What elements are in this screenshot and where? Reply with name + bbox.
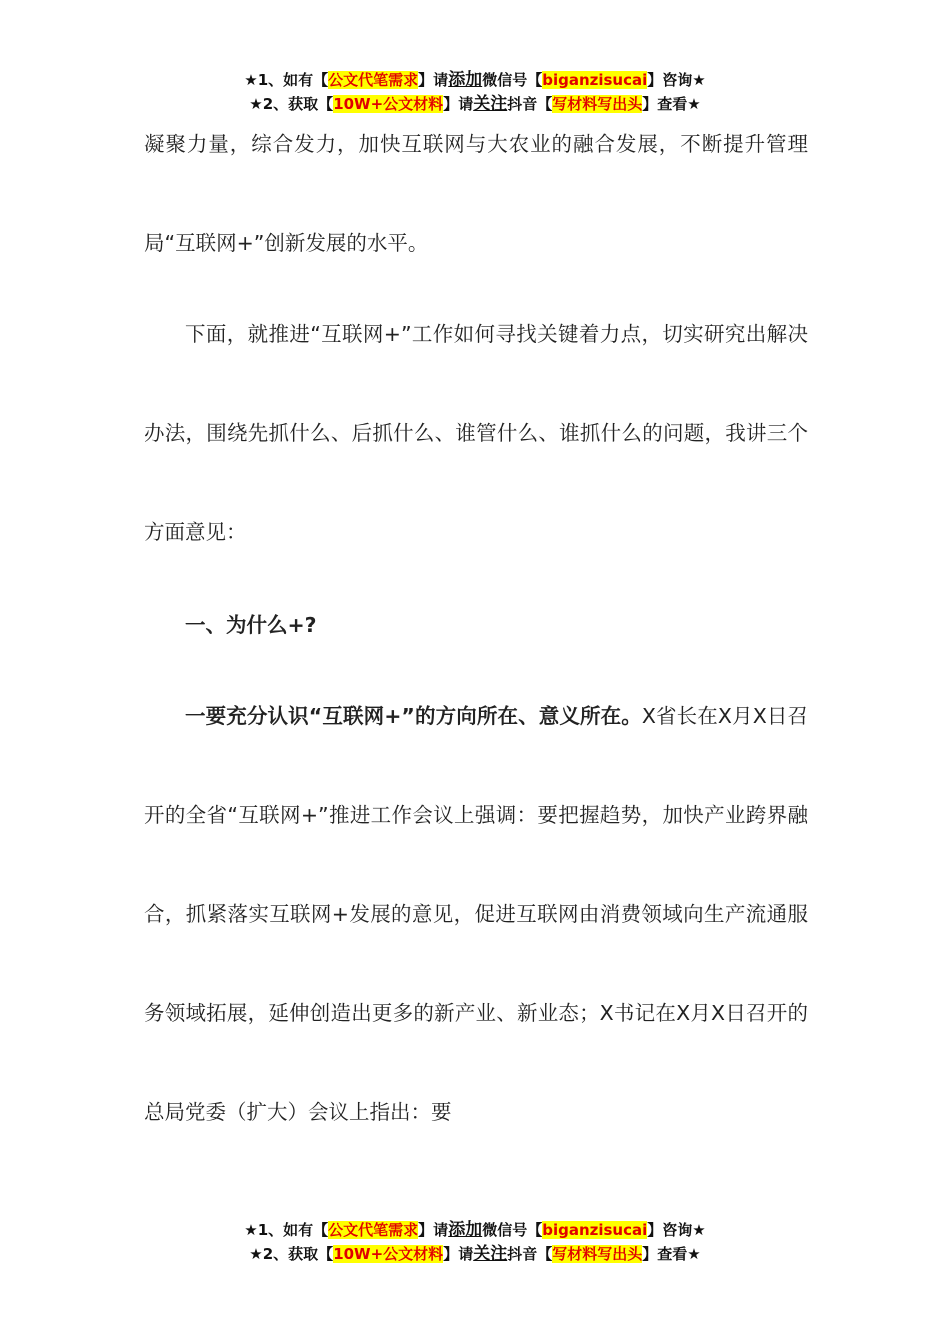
notice-text: 微信号【 <box>482 1221 543 1239</box>
notice-text: 】查看★ <box>642 1245 701 1263</box>
notice-text: 微信号【 <box>482 71 543 89</box>
footer-notice <box>0 1218 950 1266</box>
notice-emphasis: 添加 <box>448 1220 483 1240</box>
notice-text: 】咨询★ <box>647 1221 706 1239</box>
notice-highlight: 公文代笔需求 <box>328 71 419 89</box>
footer-notice-line-1 <box>0 1218 950 1242</box>
notice-highlight: 公文代笔需求 <box>328 1221 419 1239</box>
paragraph-2: 下面，就推进“互联网+”工作如何寻找关键着力点，切实研究出解决办法，围绕先抓什么、后抓什么、谁管什么、谁抓什么的问题，我讲三个方面意见： <box>144 322 808 544</box>
paragraph-1: 凝聚力量，综合发力，加快互联网与大农业的融合发展，不断提升管理局“互联网+”创新发展的水平。 <box>144 132 808 255</box>
paragraph-3-body: X省长在X月X日召开的全省“互联网+”推进工作会议上强调：要把握趋势，加快产业跨界融合，抓紧落实互联网+发展的意见，促进互联网由消费领域向生产流通服务领域拓展，延伸创造出更多的新产业、新业态；X书记在X月X日召开的总局党委（扩大）会议上指出：要 <box>144 704 809 1124</box>
notice-highlight: 10W+公文材料 <box>333 95 444 113</box>
header-notice-line-1 <box>0 68 950 92</box>
notice-text: 抖音【 <box>507 1245 553 1263</box>
paragraph-3 <box>144 667 808 1162</box>
notice-emphasis: 关注 <box>473 94 508 114</box>
notice-highlight: 10W+公文材料 <box>333 1245 444 1263</box>
notice-text: 】请 <box>443 1245 474 1263</box>
notice-text: ★1、如有【 <box>244 1221 329 1239</box>
notice-emphasis: 添加 <box>448 70 483 90</box>
paragraph-3-lead: 一要充分认识“互联网+”的方向所在、意义所在。 <box>185 704 642 728</box>
notice-highlight: 写材料写出头 <box>552 95 643 113</box>
notice-text: 】查看★ <box>642 95 701 113</box>
notice-text: ★2、获取【 <box>249 1245 334 1263</box>
notice-highlight: biganzisucai <box>542 71 648 89</box>
notice-highlight: 写材料写出头 <box>552 1245 643 1263</box>
notice-text: 抖音【 <box>507 95 553 113</box>
section-heading-1: 一、为什么+? <box>185 613 317 637</box>
notice-text: 】请 <box>418 1221 449 1239</box>
notice-text: 】请 <box>443 95 474 113</box>
notice-text: ★2、获取【 <box>249 95 334 113</box>
notice-highlight: biganzisucai <box>542 1221 648 1239</box>
notice-text: 】请 <box>418 71 449 89</box>
notice-emphasis: 关注 <box>473 1244 508 1264</box>
notice-text: 】咨询★ <box>647 71 706 89</box>
footer-notice-line-2 <box>0 1242 950 1266</box>
notice-text: ★1、如有【 <box>244 71 329 89</box>
